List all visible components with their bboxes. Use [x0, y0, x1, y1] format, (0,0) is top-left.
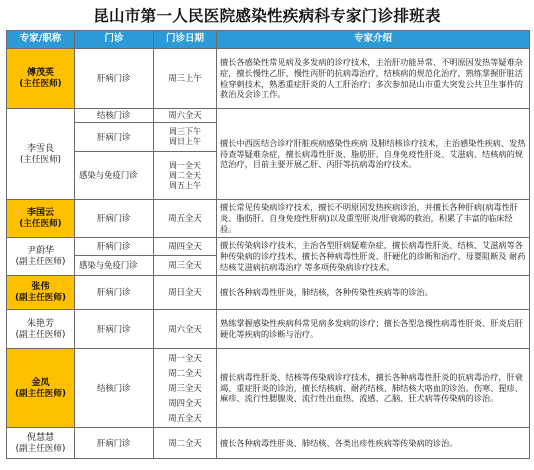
expert-cell — [7, 349, 75, 428]
table-row — [7, 276, 530, 310]
table-row — [7, 310, 530, 349]
date-item: 周二全天 — [168, 367, 202, 378]
date-item: 周一全天 — [168, 352, 202, 363]
date-cell: 周三上午 — [154, 49, 217, 109]
expert-title: (副主任医师) — [15, 257, 66, 267]
date-item: 周日上午 — [169, 137, 201, 146]
intro-cell: 擅长各感染性常见病及多发病的诊疗技术，主治肝功能异常、不明原因发热等疑难杂症，擅长慢性乙肝、慢性丙肝的抗病毒治疗，结核病的规范化治疗，熟练掌握肝脏活检穿刺技术，熟悉重症肝炎的人工肝治疗；多次参加昆山市重大突发公共卫生事件的救治及会诊工作。 — [217, 49, 530, 109]
schedule-table — [6, 30, 530, 459]
table-row — [7, 238, 530, 256]
clinic-cell: 肝病门诊 — [75, 310, 154, 349]
intro-cell: 熟练掌握感染性疾病科常见病多发病的诊疗；擅长各型急慢性病毒性肝炎、肝炎后肝硬化等疾病的诊断与治疗。 — [217, 310, 530, 349]
clinic-cell: 肝病门诊 — [75, 49, 154, 109]
date-cell: 周五全天 — [154, 200, 217, 238]
expert-cell — [7, 49, 75, 109]
intro-cell: 擅长各种病毒性肝炎，肺结核，各种传染性疾病等的诊治。 — [217, 276, 530, 310]
expert-title: (副主任医师) — [15, 329, 66, 340]
clinic-cell: 感染与免疫门诊 — [75, 152, 154, 200]
clinic-cell: 感染与免疫门诊 — [75, 256, 154, 276]
date-item: 周五全天 — [168, 412, 202, 423]
date-item: 周一全天 — [169, 160, 201, 170]
date-item: 周二全天 — [169, 170, 201, 180]
table-row — [7, 109, 530, 123]
date-cell: 周二全天 — [154, 428, 217, 459]
date-item: 周三全天 — [168, 382, 202, 393]
expert-title: (主任医师) — [19, 154, 62, 165]
date-cell — [154, 152, 217, 200]
date-cell: 周日全天 — [154, 276, 217, 310]
header-intro: 专家介绍 — [217, 31, 530, 49]
table-row — [7, 200, 530, 238]
header-date: 门诊日期 — [154, 31, 217, 49]
expert-name: 朱艳芳 — [26, 318, 54, 329]
header-expert: 专家/职称 — [7, 31, 75, 49]
clinic-cell: 肝病门诊 — [75, 276, 154, 310]
expert-title: (副主任医师) — [15, 293, 66, 303]
expert-cell — [7, 276, 75, 310]
date-cell: 周六全天 — [154, 310, 217, 349]
intro-cell: 擅长中西医结合诊疗肝脏疾病感染性疾病 及肺结核诊疗技术，主治感染性疾病、发热待查等疑难杂症，擅长病毒性肝炎、脂肪肝、自身免疫性肝炎、艾滋病、结核病的规范治疗，目前主要开展乙肝、丙肝等抗病毒治疗技术。 — [217, 109, 530, 200]
header-row — [7, 31, 530, 49]
expert-name: 傅茂英 — [26, 68, 54, 78]
expert-cell — [7, 109, 75, 200]
expert-cell — [7, 200, 75, 238]
expert-title: (副主任医师) — [15, 388, 66, 399]
clinic-cell: 肝病门诊 — [75, 200, 154, 238]
expert-name: 李雪良 — [26, 143, 54, 154]
date-cell — [154, 349, 217, 428]
clinic-cell: 肝病门诊 — [75, 238, 154, 256]
date-item: 周五上午 — [169, 180, 201, 190]
expert-title: (主任医师) — [19, 219, 62, 229]
expert-name: 倪慧慧 — [26, 432, 54, 443]
date-cell — [154, 123, 217, 152]
table-row — [7, 49, 530, 109]
expert-name: 金凤 — [31, 377, 50, 388]
intro-cell: 擅长常见传染病诊疗技术，擅长不明原因发热疾病诊治，并擅长各种肝病(病毒性肝炎、脂肪肝、自身免疫性肝病)以及重型肝炎/肝衰竭的救治，积累了丰富的临床经验。 — [217, 200, 530, 238]
expert-title: (副主任医师) — [15, 443, 66, 454]
clinic-cell: 肝病门诊 — [75, 428, 154, 459]
page-title: 昆山市第一人民医院感染性疾病科专家门诊排班表 — [93, 6, 441, 25]
header-clinic: 门诊 — [75, 31, 154, 49]
table-row — [7, 428, 530, 459]
intro-cell: 擅长病毒性肝炎、结核等传染病诊疗技术，擅长各种病毒性肝炎的抗病毒治疗，肝衰竭、重症肝炎的诊治，擅长结核病、耐药结核、肺结核大咯血的诊治。伤寒、猩疹、麻疹、流行性腮腺炎、流行性出血热、流感、乙脑、狂犬病等传染病的诊治。 — [217, 349, 530, 428]
expert-name: 张伟 — [31, 282, 50, 292]
intro-cell: 擅长各种病毒性肝炎、肺结核、各类出疹性疾病等传染病的诊治。 — [217, 428, 530, 459]
table-row — [7, 349, 530, 428]
clinic-cell: 结核门诊 — [75, 109, 154, 123]
date-cell: 周四全天 — [154, 238, 217, 256]
date-cell: 周六全天 — [154, 109, 217, 123]
clinic-cell: 肝病门诊 — [75, 123, 154, 152]
expert-cell — [7, 238, 75, 276]
intro-cell: 擅长传染病诊疗技术，主治各型肝病疑难杂症，擅长病毒性肝炎、结核、艾滋病等各种传染病的诊疗技术，擅长各种病毒性肝炎、肝硬化的诊断和治疗、母婴阻断及 耐药结核艾滋病抗病毒治疗 等多项传染病诊疗技术。 — [217, 238, 530, 276]
expert-name: 李国云 — [26, 208, 54, 218]
date-item: 周四全天 — [168, 397, 202, 408]
expert-cell — [7, 310, 75, 349]
clinic-cell: 结核门诊 — [75, 349, 154, 428]
expert-name: 尹蔚华 — [26, 246, 54, 256]
date-item: 周三下午 — [169, 127, 201, 136]
date-cell: 周三全天 — [154, 256, 217, 276]
expert-cell — [7, 428, 75, 459]
expert-title: (主任医师) — [19, 79, 62, 89]
